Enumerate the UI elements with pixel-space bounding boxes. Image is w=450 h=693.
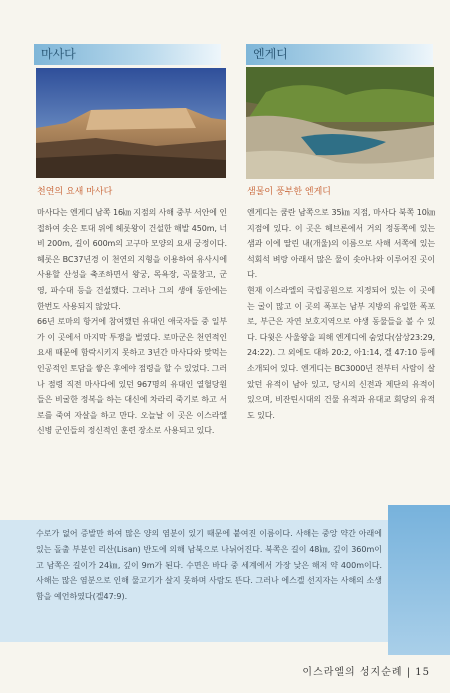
section-tab-label: 엔게디 (253, 47, 288, 61)
masada-text (37, 205, 227, 439)
decorative-side-stripe (388, 505, 450, 655)
masada-paragraph-1: 마사다는 엔게디 남쪽 16㎞ 지점의 사해 중부 서안에 인접하여 솟은 토대 위에 헤롯왕이 건설한 해발 450m, 너비 200m, 길이 600m의 고구마 모양의 요새 궁정이다. 헤롯은 BC37년경 이 천연의 지형을 이용하여 유사시에 사용할 산성을 축조하면서 왕궁, 목욕장, 곡물창고, 군영, 파수대 등을 건설했다. 그러나 그의 생애 동안에는 한번도 사용되지 않았다. (37, 208, 227, 311)
masada-photo (36, 68, 226, 178)
engedi-paragraph-1: 엔게디는 쿰란 남쪽으로 35㎞ 지점, 마사다 북쪽 10㎞ 지점에 있다. 이 곳은 헤브론에서 거의 정동쪽에 있는 샘과 이에 딸린 내(개울)의 이름으로 사해 서쪽에 있는 석회석 벼랑 아래서 많은 물이 솟아나와 이루어진 곳이다. (247, 208, 435, 280)
section-tab-masada (34, 44, 221, 65)
section-tab-label: 마사다 (41, 47, 76, 61)
engedi-text (247, 205, 435, 423)
engedi-photo (246, 67, 434, 179)
masada-caption: 천연의 요새 마사다 (37, 187, 113, 197)
section-tab-engedi (246, 44, 433, 65)
engedi-caption: 샘물이 풍부한 엔게디 (247, 187, 331, 197)
engedi-paragraph-2: 현재 이스라엘의 국립공원으로 지정되어 있는 이 곳에는 굴이 많고 이 곳의 폭포는 남부 지방의 유일한 폭포로, 부근은 자연 보호지역으로 야생 동물들을 볼 수 있다. 다윗은 사울왕을 피해 엔게디에 숨었다(삼상23:29, 24:22). 그 외에도 대하 20:2, 아1:14, 겔 47:10 등에 소개되어 있다. 엔게디는 BC3000년 전부터 사람이 살았던 유적이 남아 있고, 당시의 신전과 제단의 유적이 있으며, 비잔틴시대의 건물 유적과 유대교 회당의 유적도 있다. (247, 285, 435, 420)
dead-sea-paragraph: 수로가 없어 증발만 하여 많은 양의 염분이 있기 때문에 붙여진 이름이다. 사해는 중앙 약간 아래에 있는 돌출 부분인 리산(Lisan) 반도에 의해 남북으로 나뉘어진다. 북쪽은 길이 48㎞, 깊이 360m이고 남쪽은 길이가 24㎞, 깊이 9m가 된다. 수면은 바다 중 세계에서 가장 낮은 해저 약 400m이다. 사해는 많은 염분으로 인해 물고기가 살지 못하며 사람도 뜬다. 그러나 에스겔 선지자는 사해의 소생함을 예언하였다(겔47:9). (36, 529, 382, 602)
dead-sea-text (36, 526, 382, 605)
page-footer: 이스라엘의 성지순례 | 15 (302, 667, 430, 678)
masada-paragraph-2: 66년 로마의 항거에 참여했던 유대인 애국자들 중 일부가 이 곳에서 마지막 투쟁을 벌였다. 로마군은 천연적인 요새 때문에 함락시키지 못하고 3년간 마사다와 맞먹는 인공적인 토담을 쌓은 후에야 점령을 할 수 있었다. 그러나 점령 직전 마사다에 있던 967명의 유대인 열혈당원들은 비굴한 정복을 하는 대신에 차라리 죽기로 하고 서로를 죽여 자살을 하고 만다. 오늘날 이 곳은 이스라엘 신병 군인들의 정신적인 훈련 장소로 사용되고 있다. (37, 317, 227, 436)
